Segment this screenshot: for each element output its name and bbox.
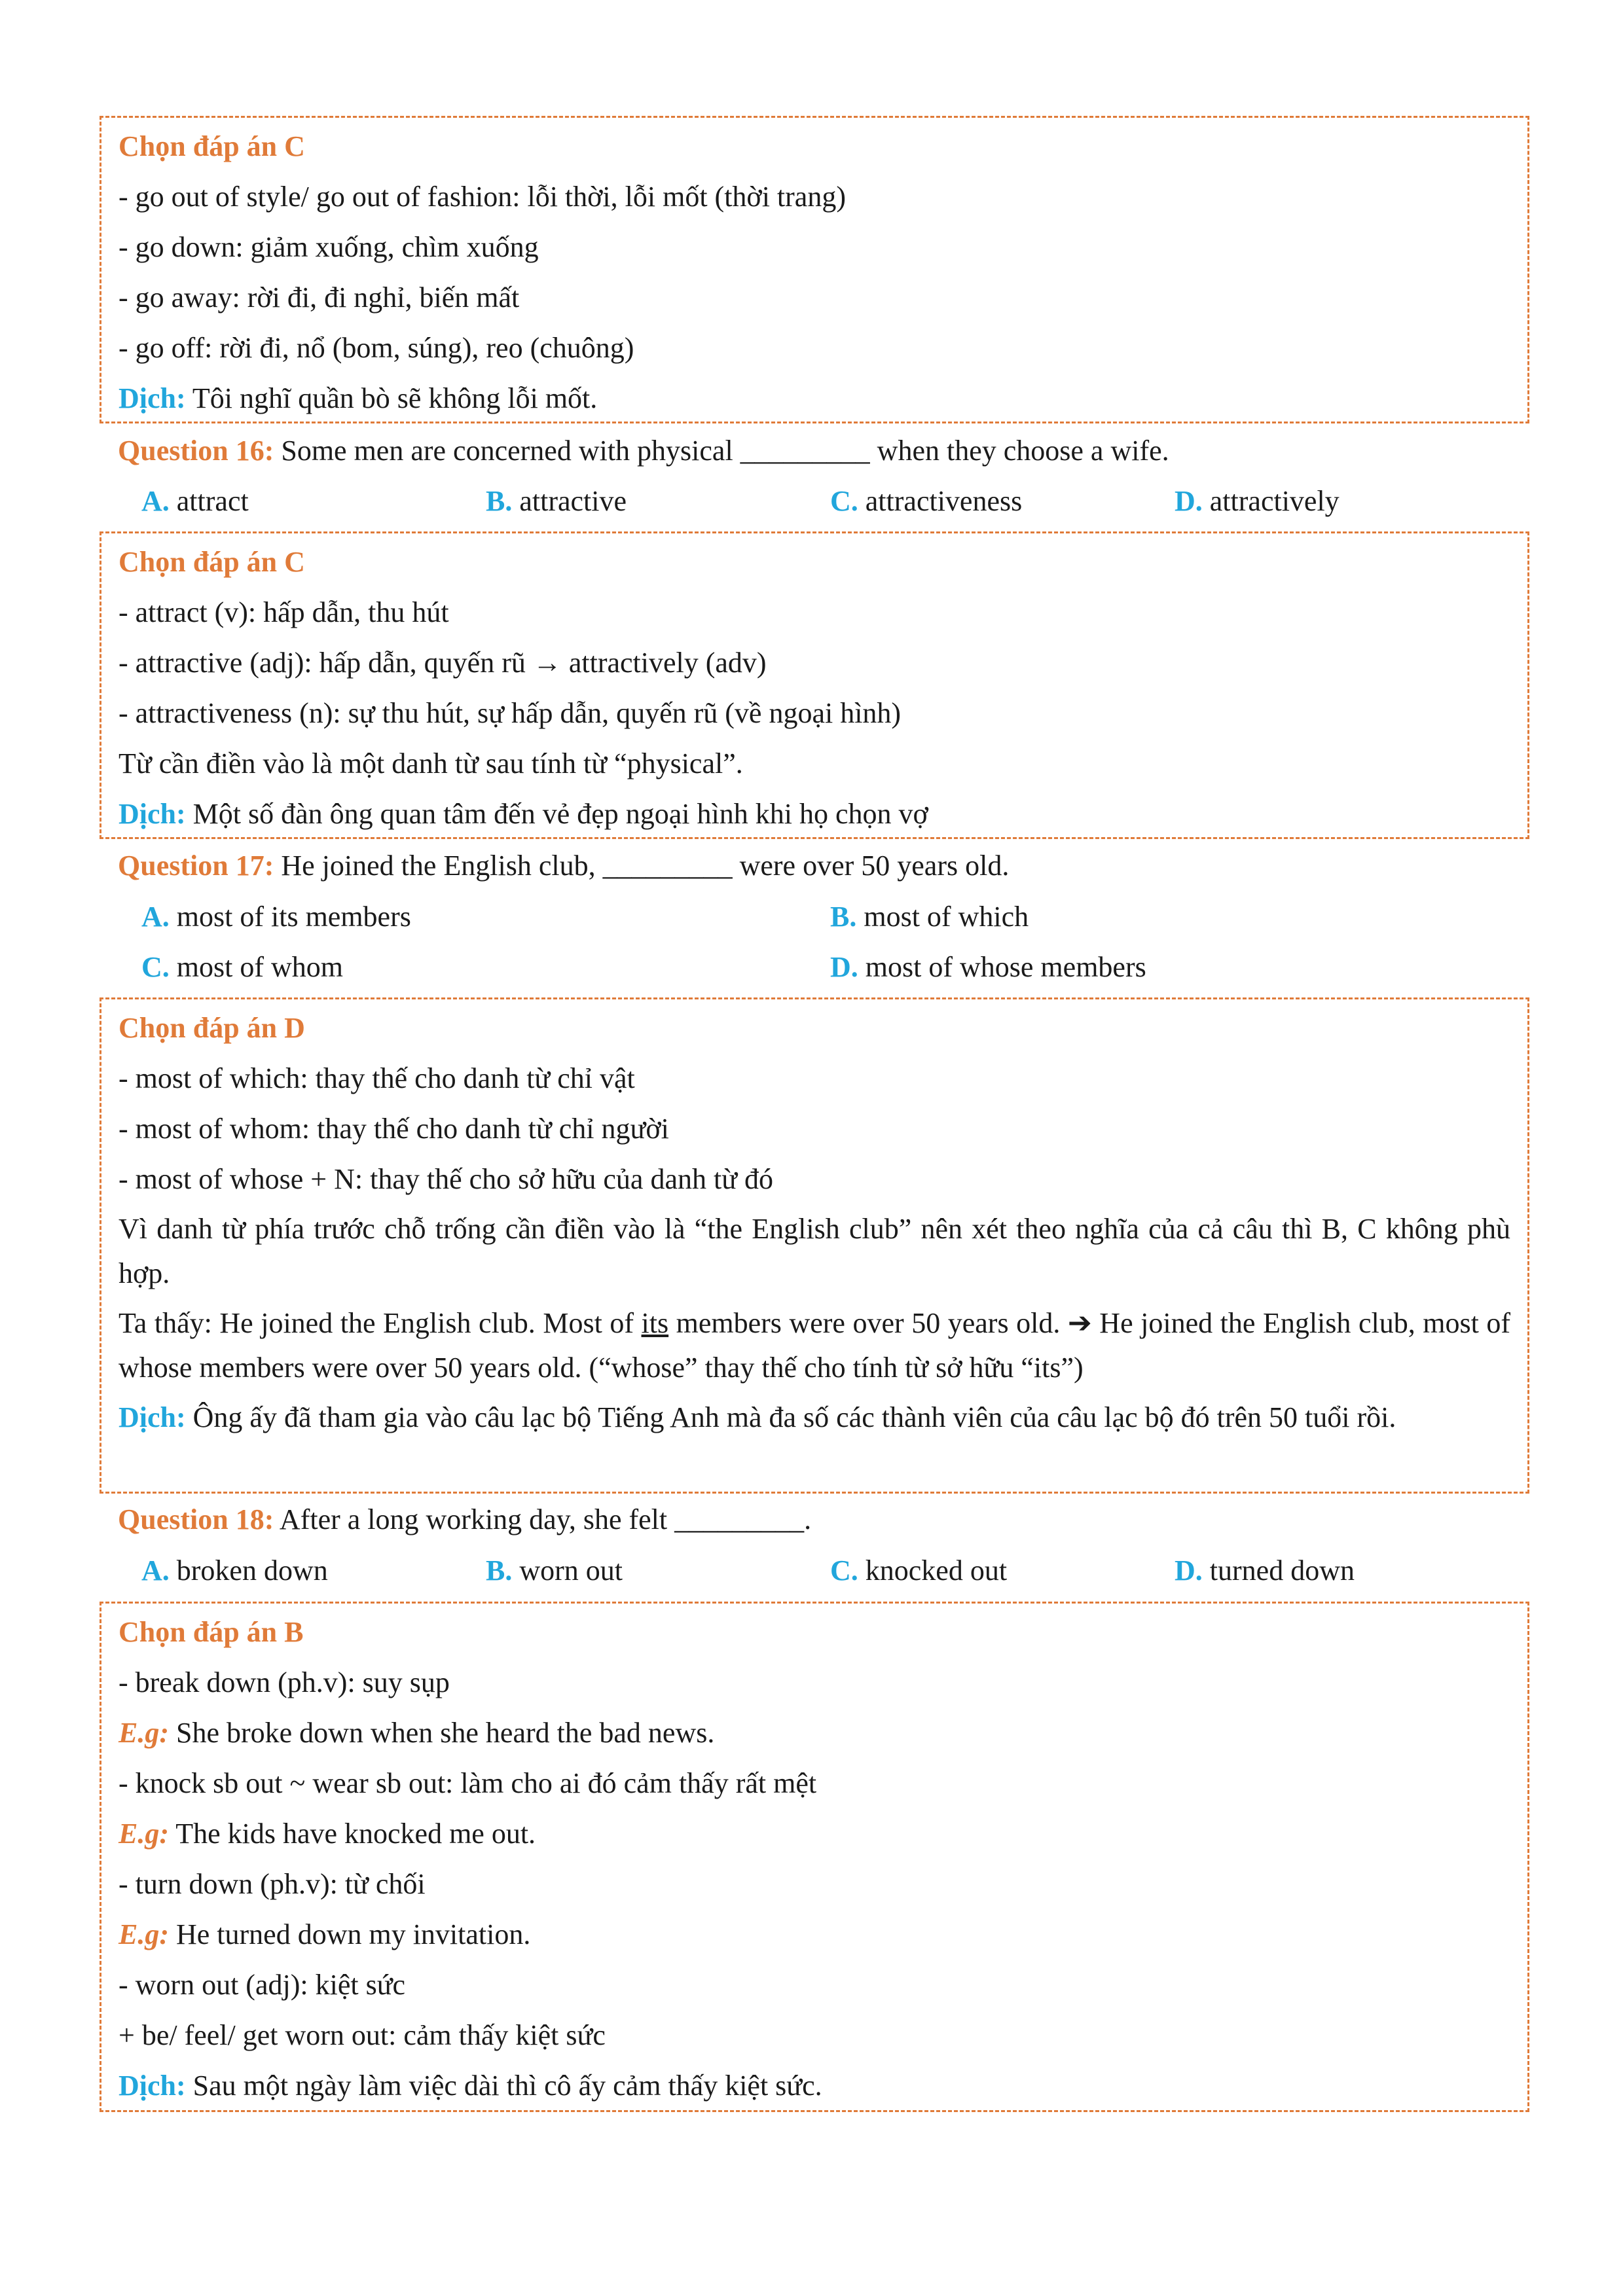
option-c	[830, 1552, 1007, 1590]
option-d	[1175, 1552, 1355, 1590]
option-letter: B.	[486, 485, 513, 517]
para-text: members were over 50 years old.	[668, 1307, 1068, 1339]
q15-answer-box	[100, 116, 1529, 423]
question-label: Question 18:	[118, 1503, 274, 1535]
explanation-line: - go off: rời đi, nổ (bom, súng), reo (chuông)	[119, 332, 634, 364]
explanation-line: + be/ feel/ get worn out: cảm thấy kiệt sức	[119, 2019, 606, 2051]
translation-text: Ông ấy đã tham gia vào câu lạc bộ Tiếng Anh mà đa số các thành viên của câu lạc bộ đó trên 50 tuổi rồi.	[185, 1401, 1396, 1433]
option-letter: C.	[830, 1554, 858, 1587]
option-text: worn out	[512, 1554, 623, 1587]
translation-text: Tôi nghĩ quần bò sẽ không lỗi mốt.	[185, 382, 598, 414]
translation-line	[119, 1395, 1510, 1440]
translation-label: Dịch:	[119, 382, 186, 414]
question-text: Some men are concerned with physical _________ when they choose a wife.	[274, 435, 1169, 467]
explanation-line: - most of whom: thay thế cho danh từ chỉ người	[119, 1113, 669, 1145]
explanation-line: - most of whose + N: thay thế cho sở hữu của danh từ đó	[119, 1163, 774, 1195]
q16-answer-box	[100, 531, 1529, 839]
translation-label: Dịch:	[119, 798, 186, 830]
option-text: attractively	[1202, 485, 1340, 517]
explanation-line: - attractive (adj): hấp dẫn, quyến rũ → attractively (adv)	[119, 647, 767, 679]
question-label: Question 17:	[118, 850, 274, 882]
option-letter: A.	[141, 485, 170, 517]
explanation-line: - go down: giảm xuống, chìm xuống	[119, 231, 539, 263]
option-text: attractiveness	[858, 485, 1023, 517]
option-c	[830, 482, 1022, 520]
arrow-right-icon: ➔	[1067, 1306, 1092, 1340]
answer-heading: Chọn đáp án C	[119, 546, 305, 578]
explanation-paragraph: Vì danh từ phía trước chỗ trống cần điền vào là “the English club” nên xét theo nghĩa của cả câu thì B, C không phù hợp.	[119, 1213, 1510, 1289]
explanation-line: - knock sb out ~ wear sb out: làm cho ai đó cảm thấy rất mệt	[119, 1767, 817, 1799]
question-label: Question 16:	[118, 435, 274, 467]
q18-answer-box	[100, 1602, 1529, 2112]
option-a	[141, 898, 411, 936]
option-letter: D.	[1175, 1554, 1203, 1587]
answer-heading: Chọn đáp án B	[119, 1616, 304, 1648]
explanation-line: - go away: rời đi, đi nghỉ, biến mất	[119, 281, 520, 314]
translation-label: Dịch:	[119, 1401, 186, 1433]
option-letter: C.	[141, 951, 170, 983]
translation-line	[119, 2060, 1527, 2111]
option-d	[1175, 482, 1340, 520]
option-letter: B.	[830, 901, 857, 933]
explanation-line: - turn down (ph.v): từ chối	[119, 1868, 426, 1900]
option-text: broken down	[169, 1554, 328, 1587]
answer-heading: Chọn đáp án C	[119, 130, 305, 162]
example-text: The kids have knocked me out.	[169, 1818, 536, 1850]
option-b	[486, 1552, 623, 1590]
translation-label: Dịch:	[119, 2070, 186, 2102]
option-text: most of whom	[169, 951, 344, 983]
option-a	[141, 482, 249, 520]
explanation-paragraph	[119, 1301, 1510, 1390]
q17-answer-box	[100, 997, 1529, 1494]
explanation-line: - attract (v): hấp dẫn, thu hút	[119, 596, 449, 628]
option-text: knocked out	[858, 1554, 1008, 1587]
example-line	[119, 1808, 1527, 1859]
explanation-line: - most of which: thay thế cho danh từ chỉ vật	[119, 1062, 635, 1094]
explanation-line: - attractiveness (n): sự thu hút, sự hấp dẫn, quyến rũ (về ngoại hình)	[119, 697, 902, 729]
option-a	[141, 1552, 328, 1590]
translation-text: Sau một ngày làm việc dài thì cô ấy cảm thấy kiệt sức.	[185, 2070, 822, 2102]
translation-line	[119, 373, 1527, 423]
option-b	[486, 482, 627, 520]
example-text: She broke down when she heard the bad news.	[169, 1717, 715, 1749]
para-text: Ta thấy: He joined the English club. Most of	[119, 1307, 642, 1339]
option-b	[830, 898, 1029, 936]
example-line	[119, 1909, 1527, 1960]
example-label: E.g:	[119, 1818, 169, 1850]
para-text: He joined the English club, most of whose members were over 50 years old. (“whose” thay thế cho tính từ sở hữu “its”)	[119, 1307, 1510, 1384]
translation-line	[119, 789, 1527, 839]
example-label: E.g:	[119, 1918, 169, 1950]
explanation-line: - break down (ph.v): suy sụp	[119, 1666, 450, 1698]
option-text: turned down	[1202, 1554, 1355, 1587]
question-18	[118, 1501, 811, 1539]
option-c	[141, 948, 343, 986]
explanation-line: Từ cần điền vào là một danh từ sau tính từ “physical”.	[119, 747, 743, 780]
option-text: most of its members	[169, 901, 411, 933]
explanation-line: - go out of style/ go out of fashion: lỗi thời, lỗi mốt (thời trang)	[119, 181, 846, 213]
example-label: E.g:	[119, 1717, 169, 1749]
option-letter: D.	[1175, 485, 1203, 517]
question-17	[118, 847, 1009, 885]
option-letter: D.	[830, 951, 858, 983]
explanation-line: - worn out (adj): kiệt sức	[119, 1969, 406, 2001]
option-text: attractive	[512, 485, 627, 517]
underlined-word: its	[641, 1307, 669, 1339]
translation-text: Một số đàn ông quan tâm đến vẻ đẹp ngoại hình khi họ chọn vợ	[185, 798, 928, 830]
example-line	[119, 1708, 1527, 1758]
answer-heading: Chọn đáp án D	[119, 1012, 305, 1044]
option-text: most of which	[856, 901, 1029, 933]
option-text: attract	[169, 485, 249, 517]
option-d	[830, 948, 1146, 986]
option-letter: C.	[830, 485, 858, 517]
option-letter: A.	[141, 901, 170, 933]
example-text: He turned down my invitation.	[169, 1918, 531, 1950]
question-text: He joined the English club, _________ were over 50 years old.	[274, 850, 1010, 882]
option-letter: A.	[141, 1554, 170, 1587]
question-text: After a long working day, she felt _________.	[274, 1503, 812, 1535]
option-letter: B.	[486, 1554, 513, 1587]
question-16	[118, 432, 1169, 470]
option-text: most of whose members	[858, 951, 1146, 983]
